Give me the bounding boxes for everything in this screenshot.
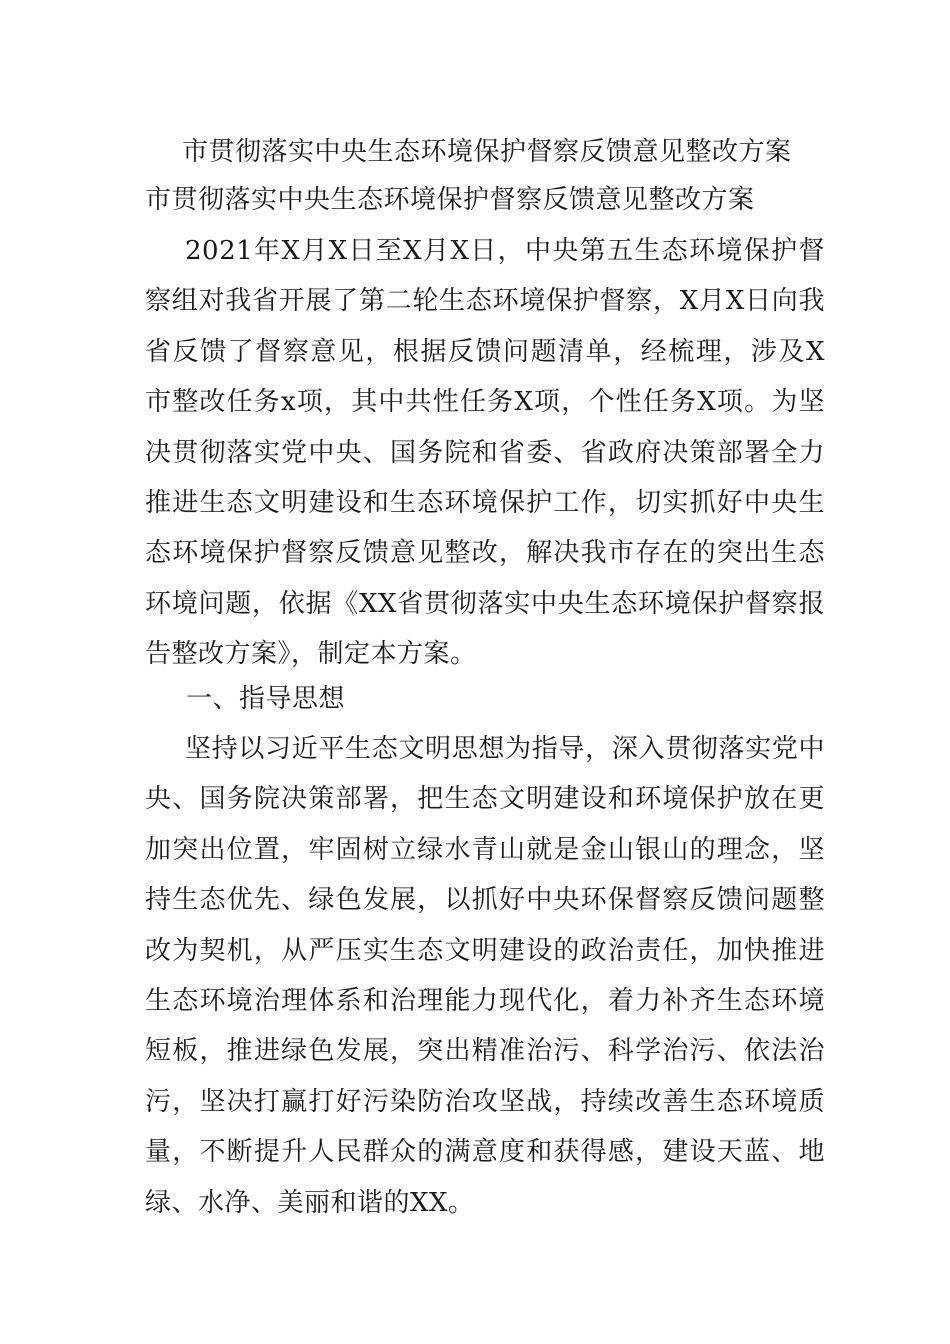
document-title: 市贯彻落实中央生态环境保护督察反馈意见整改方案 — [182, 137, 792, 167]
intro-paragraph: 2021年X月X日至X月X日，中央第五生态环境保护督察组对我省开展了第二轮生态环境保护督察，X月X日向我省反馈了督察意见，根据反馈问题清单，经梳理，涉及X市整改任务x项，其中共性任务X项，个性任务X项。为坚决贯彻落实党中央、国务院和省委、省政府决策部署全力推进生态文明建设和生态环境保护工作，切实抓好中央生态环境保护督察反馈意见整改，解决我市存在的突出生态环境问题，依据《XX省贯彻落实中央生态环境保护督察报告整改方案》，制定本方案。 — [145, 236, 825, 670]
guiding-ideology-paragraph: 坚持以习近平生态文明思想为指导，深入贯彻落实党中央、国务院决策部署，把生态文明建设和环境保护放在更加突出位置，牢固树立绿水青山就是金山银山的理念，坚持生态优先、绿色发展，以抓好中央环保督察反馈问题整改为契机，从严压实生态文明建设的政治责任，加快推进生态环境治理体系和治理能力现代化，着力补齐生态环境短板，推进绿色发展，突出精准治污、科学治污、依法治污，坚决打赢打好污染防治攻坚战，持续改善生态环境质量，不断提升人民群众的满意度和获得感，建设天蓝、地绿、水净、美丽和谐的XX。 — [145, 734, 825, 1218]
document-subtitle: 市贯彻落实中央生态环境保护督察反馈意见整改方案 — [145, 185, 755, 215]
section-heading-guiding-ideology: 一、指导思想 — [186, 684, 346, 714]
